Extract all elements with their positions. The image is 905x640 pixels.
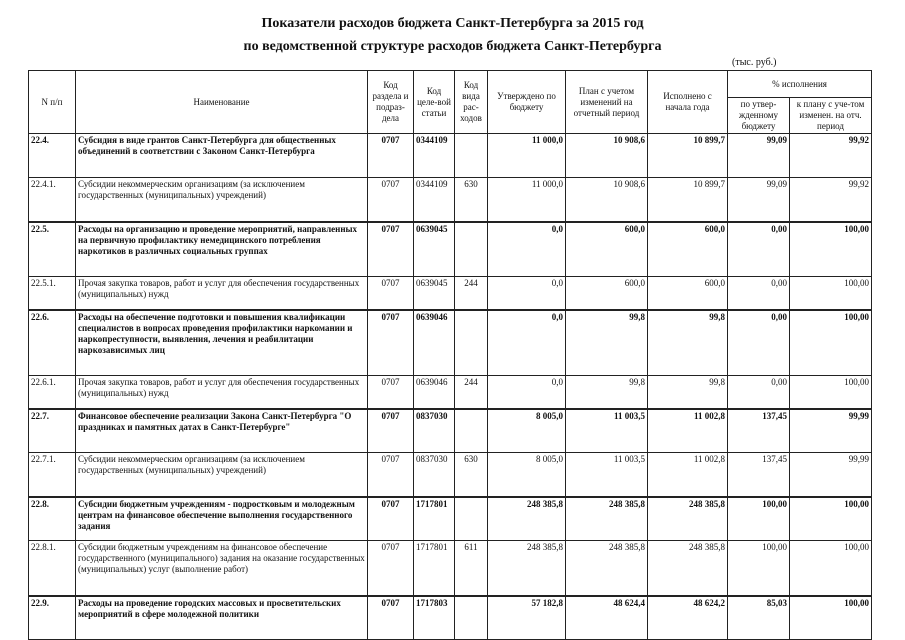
cell-article: 0837030 (414, 453, 455, 497)
cell-plan: 600,0 (566, 222, 648, 277)
cell-num: 22.4.1. (29, 178, 76, 222)
cell-pct-plan: 99,92 (790, 178, 872, 222)
cell-kind (455, 596, 488, 640)
cell-pct-plan: 100,00 (790, 596, 872, 640)
cell-pct-budget: 0,00 (728, 222, 790, 277)
cell-kind: 244 (455, 277, 488, 310)
cell-plan: 48 624,4 (566, 596, 648, 640)
cell-article: 0344109 (414, 134, 455, 178)
cell-pct-plan: 100,00 (790, 222, 872, 277)
cell-section: 0707 (368, 541, 414, 596)
cell-approved: 11 000,0 (488, 178, 566, 222)
cell-plan: 10 908,6 (566, 178, 648, 222)
page-title-line1: Показатели расходов бюджета Санкт-Петербурга за 2015 год (261, 16, 644, 31)
cell-pct-plan: 100,00 (790, 541, 872, 596)
cell-name: Субсидии некоммерческим организациям (за исключением государственных (муниципальных) учреждений) (76, 178, 368, 222)
cell-approved: 57 182,8 (488, 596, 566, 640)
cell-num: 22.8. (29, 497, 76, 541)
col-header-percent-group: % исполнения (728, 71, 872, 98)
cell-approved: 0,0 (488, 277, 566, 310)
cell-name: Субсидии некоммерческим организациям (за исключением государственных (муниципальных) учреждений) (76, 453, 368, 497)
table-row (29, 409, 872, 453)
col-header-executed: Исполнено с начала года (648, 71, 728, 134)
cell-article: 0344109 (414, 178, 455, 222)
cell-executed: 99,8 (648, 310, 728, 376)
table-row (29, 497, 872, 541)
budget-table (28, 70, 872, 640)
col-header-article: Код целе-вой статьи (414, 71, 455, 134)
cell-pct-plan: 99,92 (790, 134, 872, 178)
col-header-section: Код раздела и подраз-дела (368, 71, 414, 134)
cell-executed: 600,0 (648, 222, 728, 277)
cell-article: 0639046 (414, 376, 455, 409)
cell-num: 22.8.1. (29, 541, 76, 596)
cell-plan: 10 908,6 (566, 134, 648, 178)
cell-pct-budget: 0,00 (728, 277, 790, 310)
cell-pct-budget: 100,00 (728, 541, 790, 596)
col-header-pct-plan: к плану с уче-том изменен. на отч. период (790, 98, 872, 134)
cell-approved: 8 005,0 (488, 409, 566, 453)
cell-num: 22.4. (29, 134, 76, 178)
cell-num: 22.6. (29, 310, 76, 376)
cell-kind (455, 222, 488, 277)
cell-num: 22.5.1. (29, 277, 76, 310)
cell-name: Прочая закупка товаров, работ и услуг для обеспечения государственных (муниципальных) нужд (76, 376, 368, 409)
cell-pct-plan: 100,00 (790, 376, 872, 409)
cell-section: 0707 (368, 596, 414, 640)
cell-section: 0707 (368, 453, 414, 497)
table-body (29, 134, 872, 640)
cell-approved: 0,0 (488, 310, 566, 376)
cell-pct-budget: 0,00 (728, 376, 790, 409)
col-header-pct-budget: по утвер-жденному бюджету (728, 98, 790, 134)
table-row (29, 178, 872, 222)
cell-pct-budget: 99,09 (728, 134, 790, 178)
cell-pct-plan: 99,99 (790, 409, 872, 453)
cell-name: Расходы на обеспечение подготовки и повышения квалификации специалистов в вопросах проведения профилактики наркомании и наркопреступности, выявления, лечения и реабилитации наркозависимых лиц (76, 310, 368, 376)
cell-section: 0707 (368, 310, 414, 376)
cell-section: 0707 (368, 134, 414, 178)
cell-name: Расходы на проведение городских массовых и просветительских мероприятий в сфере молодежной политики (76, 596, 368, 640)
cell-plan: 99,8 (566, 310, 648, 376)
cell-plan: 11 003,5 (566, 453, 648, 497)
col-header-name: Наименование (76, 71, 368, 134)
cell-executed: 10 899,7 (648, 134, 728, 178)
cell-article: 0837030 (414, 409, 455, 453)
cell-executed: 248 385,8 (648, 497, 728, 541)
cell-num: 22.5. (29, 222, 76, 277)
cell-section: 0707 (368, 277, 414, 310)
cell-pct-budget: 137,45 (728, 453, 790, 497)
cell-executed: 99,8 (648, 376, 728, 409)
cell-pct-budget: 100,00 (728, 497, 790, 541)
cell-approved: 0,0 (488, 376, 566, 409)
cell-plan: 11 003,5 (566, 409, 648, 453)
cell-pct-budget: 99,09 (728, 178, 790, 222)
cell-kind: 611 (455, 541, 488, 596)
cell-pct-plan: 99,99 (790, 453, 872, 497)
col-header-num: N п/п (29, 71, 76, 134)
cell-kind: 630 (455, 178, 488, 222)
cell-section: 0707 (368, 497, 414, 541)
col-header-plan: План с учетом изменений на отчетный период (566, 71, 648, 134)
cell-executed: 48 624,2 (648, 596, 728, 640)
cell-name: Прочая закупка товаров, работ и услуг для обеспечения государственных (муниципальных) нужд (76, 277, 368, 310)
cell-section: 0707 (368, 178, 414, 222)
cell-executed: 248 385,8 (648, 541, 728, 596)
cell-pct-plan: 100,00 (790, 310, 872, 376)
cell-pct-budget: 0,00 (728, 310, 790, 376)
cell-pct-plan: 100,00 (790, 277, 872, 310)
table-row (29, 541, 872, 596)
cell-name: Субсидия в виде грантов Санкт-Петербурга для общественных объединений в соответствии с Законом Санкт-Петербурга (76, 134, 368, 178)
table-row (29, 277, 872, 310)
cell-article: 0639045 (414, 222, 455, 277)
cell-article: 1717801 (414, 497, 455, 541)
cell-name: Субсидии бюджетным учреждениям на финансовое обеспечение государственного (муниципального) задания на оказание государственных (муниципальных) услуг (выполнение работ) (76, 541, 368, 596)
cell-approved: 0,0 (488, 222, 566, 277)
cell-executed: 10 899,7 (648, 178, 728, 222)
col-header-kind: Код вида рас-ходов (455, 71, 488, 134)
cell-kind (455, 134, 488, 178)
cell-num: 22.7.1. (29, 453, 76, 497)
cell-kind (455, 310, 488, 376)
cell-num: 22.9. (29, 596, 76, 640)
cell-plan: 248 385,8 (566, 541, 648, 596)
cell-name: Финансовое обеспечение реализации Закона Санкт-Петербурга "О праздниках и памятных датах в Санкт-Петербурге" (76, 409, 368, 453)
table-row (29, 310, 872, 376)
page-title-line2: по ведомственной структуре расходов бюджета Санкт-Петербурга (243, 39, 662, 54)
cell-name: Субсидии бюджетным учреждениям - подростковым и молодежным центрам на финансовое обеспечение выполнения государственного задания (76, 497, 368, 541)
table-row (29, 376, 872, 409)
cell-plan: 248 385,8 (566, 497, 648, 541)
cell-article: 1717801 (414, 541, 455, 596)
cell-executed: 11 002,8 (648, 453, 728, 497)
cell-pct-plan: 100,00 (790, 497, 872, 541)
cell-kind (455, 409, 488, 453)
cell-kind: 244 (455, 376, 488, 409)
table-row (29, 453, 872, 497)
cell-num: 22.7. (29, 409, 76, 453)
cell-approved: 248 385,8 (488, 497, 566, 541)
table-row (29, 222, 872, 277)
cell-executed: 600,0 (648, 277, 728, 310)
cell-num: 22.6.1. (29, 376, 76, 409)
cell-kind: 630 (455, 453, 488, 497)
cell-plan: 600,0 (566, 277, 648, 310)
cell-pct-budget: 85,03 (728, 596, 790, 640)
cell-pct-budget: 137,45 (728, 409, 790, 453)
cell-approved: 8 005,0 (488, 453, 566, 497)
cell-name: Расходы на организацию и проведение мероприятий, направленных на первичную профилактику немедицинского потребления наркотиков в различных социальных группах (76, 222, 368, 277)
cell-article: 0639045 (414, 277, 455, 310)
table-row (29, 596, 872, 640)
cell-approved: 248 385,8 (488, 541, 566, 596)
cell-section: 0707 (368, 376, 414, 409)
table-row (29, 134, 872, 178)
cell-plan: 99,8 (566, 376, 648, 409)
col-header-approved: Утверждено по бюджету (488, 71, 566, 134)
units-label: (тыс. руб.) (732, 57, 777, 68)
cell-section: 0707 (368, 222, 414, 277)
cell-article: 1717803 (414, 596, 455, 640)
cell-kind (455, 497, 488, 541)
cell-section: 0707 (368, 409, 414, 453)
cell-executed: 11 002,8 (648, 409, 728, 453)
cell-article: 0639046 (414, 310, 455, 376)
cell-approved: 11 000,0 (488, 134, 566, 178)
